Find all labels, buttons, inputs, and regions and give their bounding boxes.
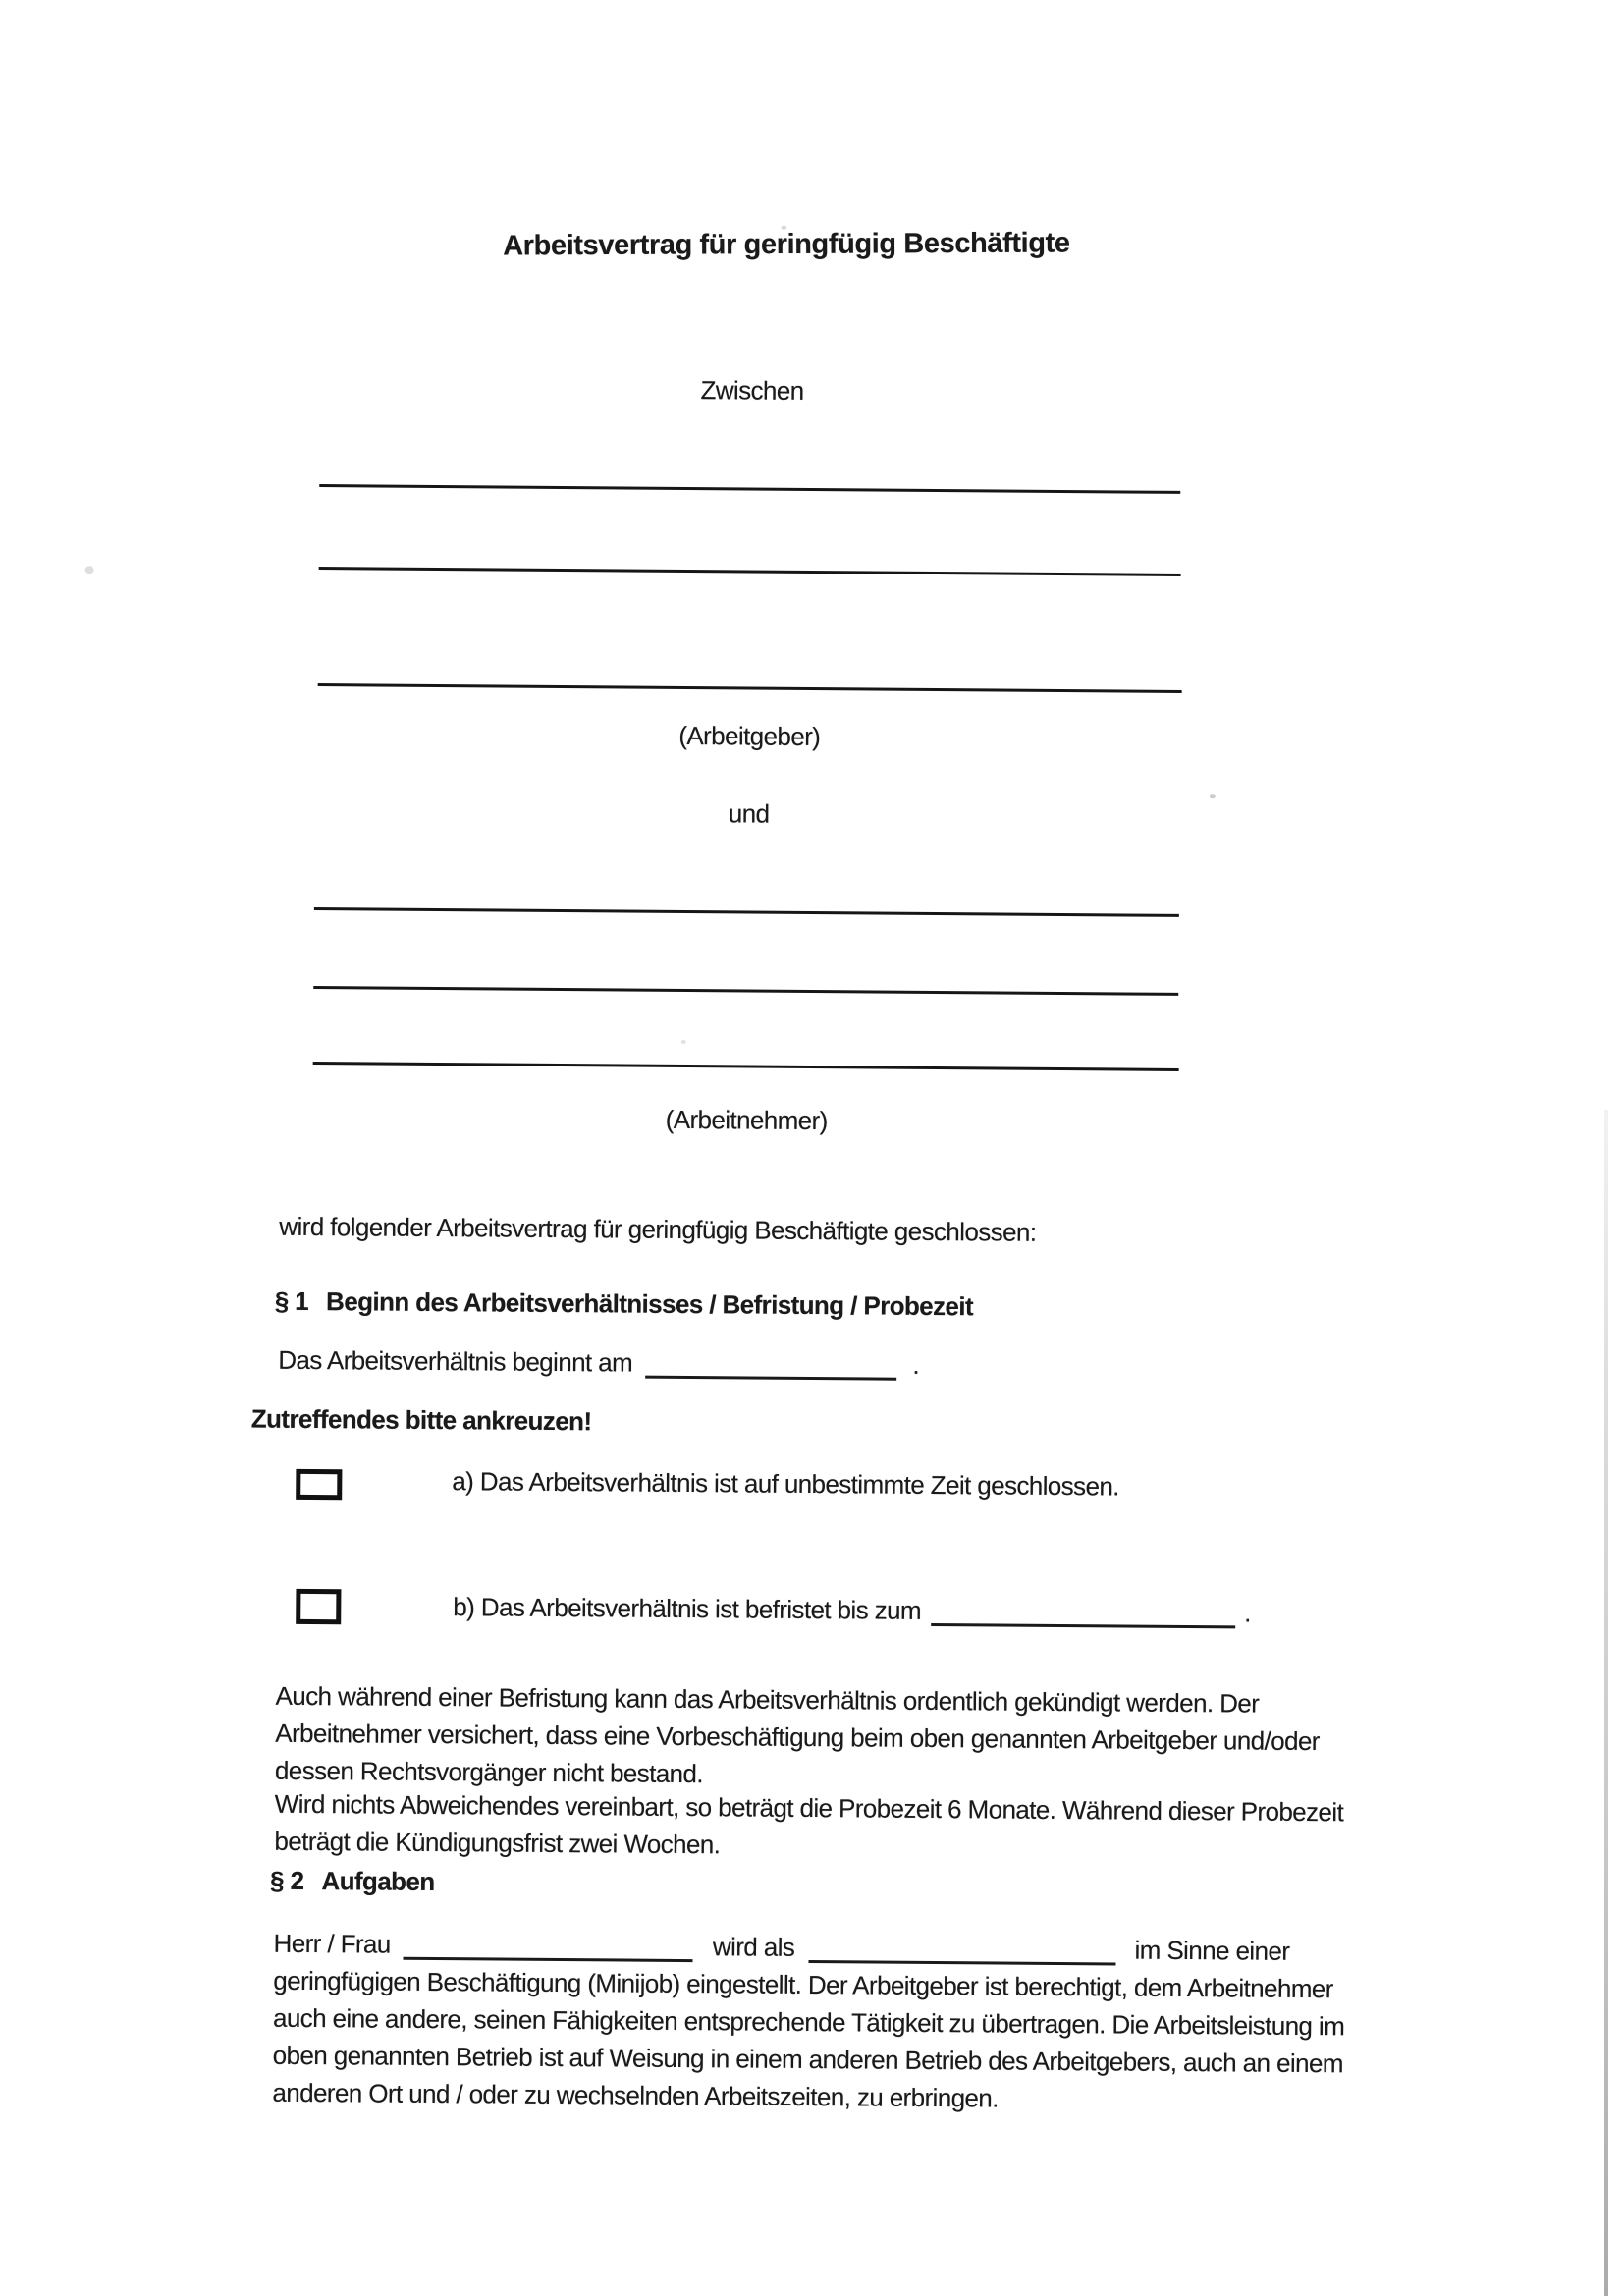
scan-speck — [1210, 794, 1216, 798]
option-b-period: . — [1244, 1598, 1251, 1628]
employer-line-3[interactable] — [318, 683, 1182, 693]
employee-name-blank[interactable] — [403, 1957, 692, 1962]
paragraph-line: dessen Rechtsvorgänger nicht bestand. — [274, 1755, 704, 1789]
employee-line-2[interactable] — [313, 986, 1178, 996]
end-date-blank[interactable] — [932, 1623, 1236, 1628]
begin-date-label: Das Arbeitsverhältnis beginnt am — [278, 1344, 633, 1378]
begin-date-row — [278, 1345, 919, 1381]
probezeit-paragraph — [274, 1785, 1343, 1869]
scan-speck — [681, 1040, 686, 1044]
scan-speck — [85, 566, 94, 574]
section-1-title: Beginn des Arbeitsverhältnisses / Befristung / Probezeit — [325, 1286, 974, 1322]
paragraph-line: auch eine andere, seinen Fähigkeiten entsprechende Tätigkeit zu übertragen. Die Arbeitsleistung im — [272, 2002, 1345, 2042]
employee-line-3[interactable] — [313, 1062, 1179, 1071]
section-2-title: Aufgaben — [321, 1866, 435, 1897]
befristung-paragraph — [275, 1677, 1320, 1797]
job-title-blank[interactable] — [809, 1960, 1116, 1965]
option-a-label: a) Das Arbeitsverhältnis ist auf unbestimmte Zeit geschlossen. — [452, 1466, 1120, 1502]
arbeitnehmer-caption: (Arbeitnehmer) — [665, 1104, 828, 1136]
begin-date-period: . — [912, 1349, 920, 1380]
scan-edge-streak — [1604, 1110, 1608, 2296]
herr-frau-label: Herr / Frau — [273, 1928, 391, 1959]
paragraph-line: geringfügigen Beschäftigung (Minijob) eingestellt. Der Arbeitgeber ist berechtigt, dem Arbeitnehmer — [273, 1965, 1333, 2004]
paragraph-line: oben genannten Betrieb ist auf Weisung in einem anderen Betrieb des Arbeitgebers, auch an einem — [272, 2040, 1343, 2079]
im-sinne-label: im Sinne einer — [1134, 1935, 1290, 1966]
arbeitgeber-caption: (Arbeitgeber) — [678, 720, 821, 752]
checkbox-option-b[interactable] — [296, 1589, 341, 1624]
start-date-blank[interactable] — [645, 1376, 896, 1381]
aufgaben-paragraph — [272, 1925, 1345, 2120]
paragraph-line: beträgt die Kündigungsfrist zwei Wochen. — [274, 1826, 721, 1860]
employer-line-1[interactable] — [319, 484, 1180, 494]
paragraph-line: Arbeitnehmer versichert, dass eine Vorbeschäftigung beim oben genannten Arbeitgeber und/oder — [275, 1718, 1320, 1757]
employer-line-2[interactable] — [319, 567, 1181, 576]
paragraph-line: anderen Ort und / oder zu wechselnden Arbeitszeiten, zu erbringen. — [272, 2077, 999, 2113]
employee-line-1[interactable] — [314, 907, 1179, 917]
wird-als-label: wird als — [712, 1932, 795, 1962]
option-b-label: b) Das Arbeitsverhältnis ist befristet bis zum — [453, 1592, 922, 1625]
section-1-heading — [275, 1286, 974, 1323]
zwischen-label: Zwischen — [700, 375, 804, 406]
section-1-number: § 1 — [274, 1285, 309, 1316]
paragraph-line: Wird nichts Abweichendes vereinbart, so beträgt die Probezeit 6 Monate. Während dieser Probezeit — [274, 1788, 1344, 1828]
option-b-row — [453, 1592, 1251, 1628]
section-2-number: § 2 — [270, 1865, 304, 1895]
contract-intro-line: wird folgender Arbeitsvertrag für geringfügig Beschäftigte geschlossen: — [279, 1211, 1037, 1247]
und-label: und — [728, 798, 770, 829]
document-title: Arbeitsvertrag für geringfügig Beschäftigte — [503, 227, 1070, 262]
section-2-heading — [270, 1866, 435, 1897]
checkbox-instruction: Zutreffendes bitte ankreuzen! — [250, 1403, 592, 1437]
checkbox-option-a[interactable] — [296, 1469, 342, 1500]
paragraph-line: Auch während einer Befristung kann das Arbeitsverhältnis ordentlich gekündigt werden. Der — [275, 1680, 1260, 1719]
